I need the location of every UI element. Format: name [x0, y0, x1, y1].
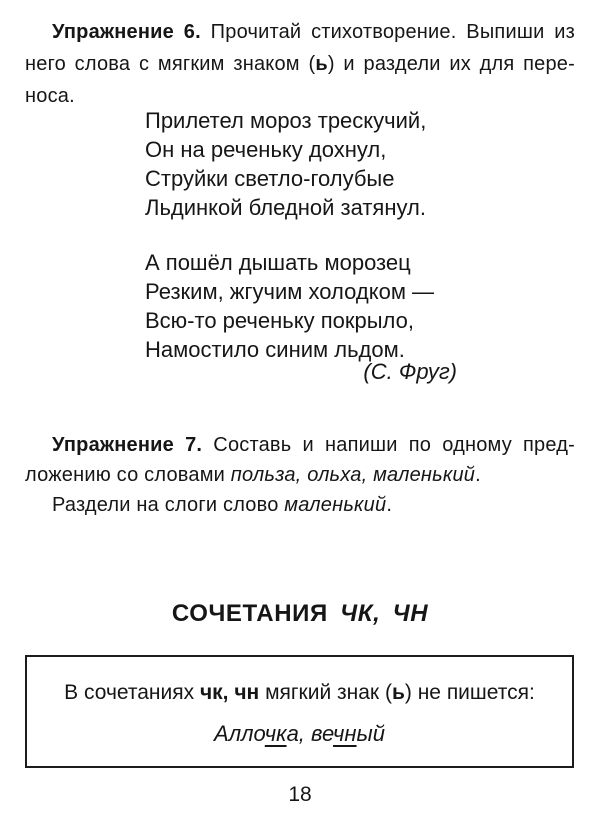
poem-line: Струйки светло-голубые [145, 166, 395, 191]
exercise7-line-2: ложению со словами польза, ольха, маленький. [25, 464, 481, 486]
poem-line: Намостило синим льдом. [145, 337, 405, 362]
exercise7-line-1: Упражнение 7. Составь и напиши по одному пред- [52, 434, 575, 456]
exercise6-line-3: носа. [25, 85, 75, 107]
poem-line: Всю-то реченьку покрыло, [145, 308, 414, 333]
rule-example: Аллочка, вечный [214, 721, 385, 746]
rule-box [25, 655, 574, 768]
rule-text: В сочетаниях чк, чн мягкий знак (ь) не пишется: [64, 681, 535, 704]
exercise6-paragraph [25, 16, 575, 112]
section-heading: СОЧЕТАНИЯ ЧК, ЧН [171, 600, 429, 627]
poem-stanza-2 [145, 248, 457, 364]
exercise7-line-3: Раздели на слоги слово маленький. [52, 494, 393, 516]
poem-attribution: (С. Фруг) [363, 359, 457, 384]
poem-line: Резким, жгучим холодком — [145, 279, 435, 304]
poem-line: Он на реченьку дохнул, [145, 137, 387, 162]
poem-line: Прилетел мороз трескучий, [145, 108, 427, 133]
exercise6-line-1: Упражнение 6. Прочитай стихотворение. Выпиши из [52, 21, 575, 43]
page-number: 18 [288, 783, 312, 806]
exercise6-line-2: него слова с мягким знаком (ь) и раздели их для пере- [25, 53, 575, 75]
poem-line: А пошёл дышать морозец [145, 250, 411, 275]
exercise7-paragraph [25, 430, 575, 520]
poem-stanza-1 [145, 106, 457, 222]
poem-line: Льдинкой бледной затянул. [145, 195, 426, 220]
